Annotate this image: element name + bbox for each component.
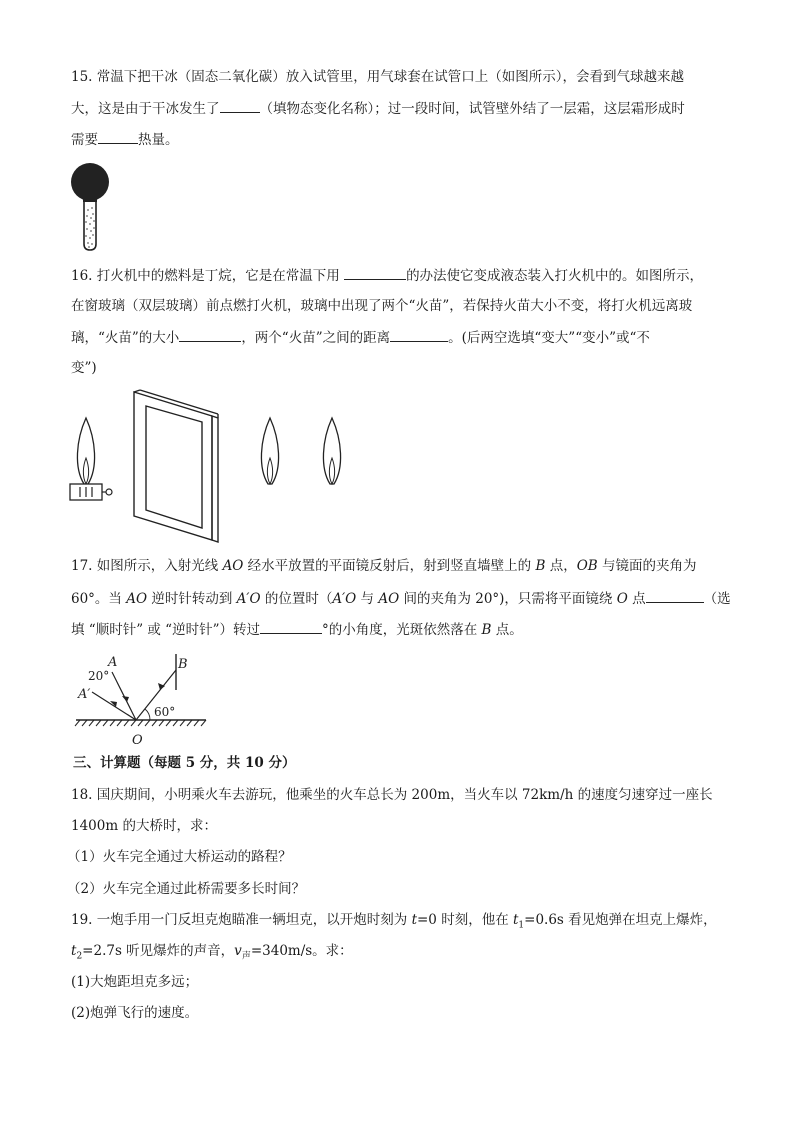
q17-blank-2 <box>260 620 322 634</box>
q16-blank-2 <box>179 328 241 342</box>
q15-line-1: 15. 常温下把干冰（固态二氧化碳）放入试管里，用气球套在试管口上（如图所示），会看到气球越来越 <box>71 69 685 85</box>
q17-line-2: 60°。当 AO 逆时针转动到 A′O 的位置时（A′O 与 AO 间的夹角为 20°)，只需将平面镜绕 O 点 （选 <box>71 591 731 607</box>
balloon-test-tube-figure <box>70 160 115 252</box>
q18-line-2: 1400m 的大桥时，求： <box>71 818 217 834</box>
flame-image-1-icon <box>261 418 278 484</box>
q16-blank-3 <box>390 328 448 342</box>
q17-line-1: 17. 如图所示，入射光线 AO 经水平放置的平面镜反射后，射到竖直墙壁上的 B 点，OB 与镜面的夹角为 <box>71 558 697 574</box>
q17-line-3: 填 “顺时针” 或 “逆时针”）转过 °的小角度，光斑依然落在 B 点。 <box>71 622 523 638</box>
double-glass-icon <box>134 390 218 542</box>
q18-sub-2: （2）火车完全通过此桥需要多长时间？ <box>67 881 306 897</box>
q15-blank-1 <box>220 99 260 113</box>
point-A-prime-label: A′ <box>78 687 91 702</box>
q16-line-3: 璃，“火苗”的大小 ，两个“火苗”之间的距离 。(后两空选填“变大”“变小”或“不 <box>71 330 650 346</box>
angle-20-label: 20° <box>88 669 110 683</box>
q19-line-1: 19. 一炮手用一门反坦克炮瞄准一辆坦克，以开炮时刻为 t=0 时刻，他在 $t_1=0.6s$ 看见炮弹在坦克上爆炸， <box>71 912 717 931</box>
angle-60-label: 60° <box>154 705 176 719</box>
lighter-glass-figure <box>66 388 366 548</box>
q15-line-3: 需要 热量。 <box>71 132 179 148</box>
q18-line-1: 18. 国庆期间，小明乘火车去游玩，他乘坐的火车总长为 200m，当火车以 72km/h 的速度匀速穿过一座长 <box>71 787 713 803</box>
point-A-label: A <box>108 655 118 670</box>
q16-blank-1 <box>344 266 406 280</box>
q18-sub-1: （1）火车完全通过大桥运动的路程？ <box>67 849 292 865</box>
q16-line-2: 在窗玻璃（双层玻璃）前点燃打火机，玻璃中出现了两个“火苗”，若保持火苗大小不变，将打火机远离玻 <box>71 298 693 314</box>
q16-line-4: 变”) <box>71 360 97 376</box>
point-B-label: B <box>178 657 188 672</box>
q19-sub-2: (2)炮弹飞行的速度。 <box>71 1005 199 1021</box>
flame-image-2-icon <box>323 418 340 484</box>
q15-line-2: 大，这是由于干冰发生了 （填物态变化名称）；过一段时间，试管壁外结了一层霜，这层霜形成时 <box>71 101 685 117</box>
reflection-diagram <box>70 650 215 748</box>
q19-sub-1: (1)大炮距坦克多远； <box>71 974 199 990</box>
q17-blank-1 <box>646 589 704 603</box>
point-O-label: O <box>132 733 143 748</box>
q15-blank-2 <box>98 130 138 144</box>
q16-line-1: 16. 打火机中的燃料是丁烷，它是在常温下用 的办法使它变成液态装入打火机中的。如图所示， <box>71 268 704 284</box>
section-heading: 三、计算题（每题 5 分，共 10 分） <box>73 755 296 771</box>
q19-line-2: $t_2=2.7s$ 听见爆炸的声音，$v_声=340m/s$。求： <box>71 943 353 962</box>
